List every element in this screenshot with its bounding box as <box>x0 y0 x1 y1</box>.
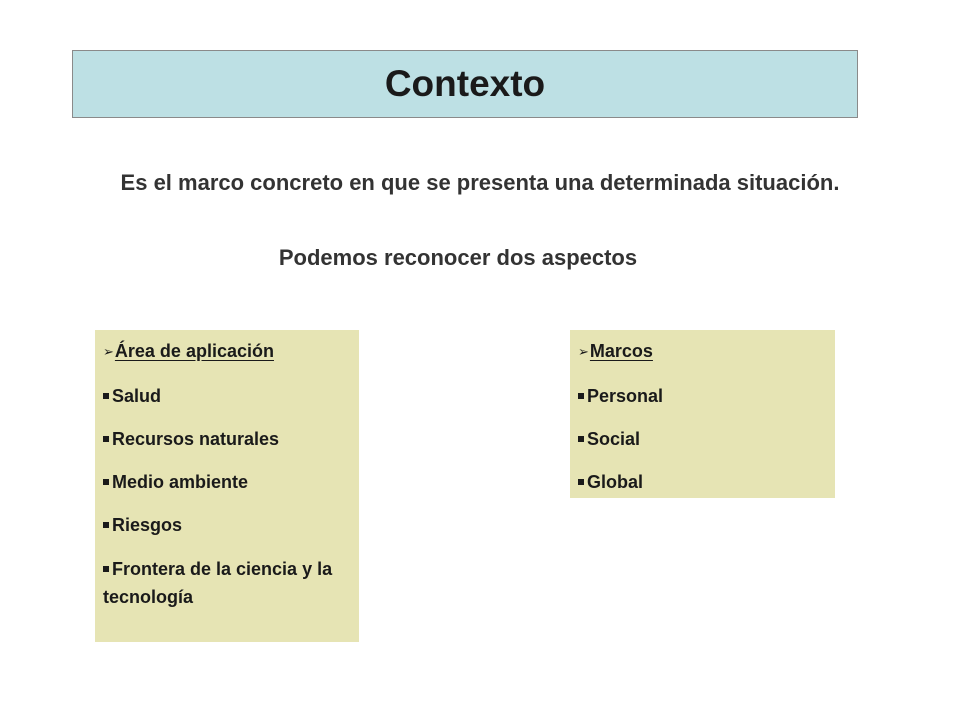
aspects-subheading: Podemos reconocer dos aspectos <box>278 245 638 270</box>
application-area-panel <box>95 330 359 642</box>
square-bullet-icon <box>103 479 109 485</box>
arrowhead-bullet-icon: ➢ <box>103 344 114 359</box>
square-bullet-icon <box>103 436 109 442</box>
definition-text: Es el marco concreto en que se presenta una determinada situación. <box>120 170 840 195</box>
square-bullet-icon <box>578 479 584 485</box>
list-item-label: Personal <box>587 386 664 406</box>
list-item-label: Salud <box>112 386 162 406</box>
list-item <box>103 383 351 409</box>
title-banner <box>72 50 858 118</box>
list-item <box>578 383 827 409</box>
square-bullet-icon <box>578 393 584 399</box>
page-title: Contexto <box>384 63 546 104</box>
square-bullet-icon <box>578 436 584 442</box>
list-item <box>103 555 351 611</box>
frames-panel <box>570 330 835 498</box>
arrowhead-bullet-icon: ➢ <box>578 344 589 359</box>
list-item <box>103 512 351 538</box>
frames-heading <box>578 338 827 366</box>
list-item-label: Medio ambiente <box>112 472 249 492</box>
list-item <box>103 426 351 452</box>
square-bullet-icon <box>103 522 109 528</box>
list-item-label: Global <box>587 472 644 492</box>
list-item-label: Riesgos <box>112 515 183 535</box>
list-item <box>103 469 351 495</box>
list-item <box>578 469 827 495</box>
list-item-label: Social <box>587 429 641 449</box>
square-bullet-icon <box>103 393 109 399</box>
frames-heading-label: Marcos <box>589 341 653 361</box>
list-item <box>578 426 827 452</box>
list-item-label: Frontera de la ciencia y la tecnología <box>103 559 333 607</box>
application-area-heading-label: Área de aplicación <box>114 341 274 361</box>
list-item-label: Recursos naturales <box>112 429 280 449</box>
square-bullet-icon <box>103 566 109 572</box>
application-area-heading <box>103 338 351 366</box>
